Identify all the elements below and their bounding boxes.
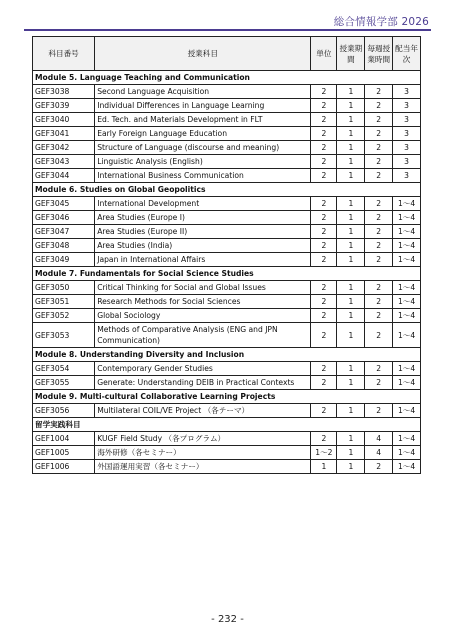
table-row: [33, 362, 421, 376]
module-title: Module 6. Studies on Global Geopolitics: [33, 183, 421, 197]
table-row: [33, 127, 421, 141]
module-title: Module 9. Multi-cultural Collaborative Learning Projects: [33, 390, 421, 404]
year: 1～4: [393, 432, 421, 446]
weekly-hours: 2: [365, 127, 393, 141]
credits: 2: [311, 253, 337, 267]
col-header-weekly-hours: 毎週授業時間: [365, 37, 393, 71]
table-row: [33, 404, 421, 418]
course-name: Second Language Acquisition: [95, 85, 311, 99]
weekly-hours: 2: [365, 141, 393, 155]
term: 1: [337, 323, 365, 348]
term: 1: [337, 309, 365, 323]
table-row: [33, 376, 421, 390]
year: 1～4: [393, 404, 421, 418]
course-code: GEF3049: [33, 253, 95, 267]
course-code: GEF3043: [33, 155, 95, 169]
course-name: 外国語運用実習（各セミナー）: [95, 460, 311, 474]
course-name: Generate: Understanding DEIB in Practical Contexts: [95, 376, 311, 390]
year: 3: [393, 155, 421, 169]
course-code: GEF3053: [33, 323, 95, 348]
term: 1: [337, 295, 365, 309]
course-code: GEF3046: [33, 211, 95, 225]
credits: 2: [311, 323, 337, 348]
course-code: GEF1005: [33, 446, 95, 460]
course-name: Contemporary Gender Studies: [95, 362, 311, 376]
table-row: [33, 197, 421, 211]
credits: 2: [311, 127, 337, 141]
course-code: GEF3042: [33, 141, 95, 155]
term: 1: [337, 239, 365, 253]
weekly-hours: 2: [365, 309, 393, 323]
weekly-hours: 2: [365, 460, 393, 474]
header-divider: [24, 29, 431, 31]
module-title: 留学実践科目: [33, 418, 421, 432]
course-code: GEF3041: [33, 127, 95, 141]
table-row: [33, 169, 421, 183]
course-code: GEF3050: [33, 281, 95, 295]
credits: 2: [311, 169, 337, 183]
year: 1～4: [393, 253, 421, 267]
weekly-hours: 2: [365, 362, 393, 376]
year: 1～4: [393, 197, 421, 211]
credits: 2: [311, 155, 337, 169]
module-title: Module 7. Fundamentals for Social Science Studies: [33, 267, 421, 281]
course-code: GEF3048: [33, 239, 95, 253]
course-name: Area Studies (India): [95, 239, 311, 253]
course-name: International Development: [95, 197, 311, 211]
credits: 2: [311, 281, 337, 295]
course-name: Structure of Language (discourse and meaning): [95, 141, 311, 155]
course-name: Methods of Comparative Analysis (ENG and JPN Communication): [95, 323, 311, 348]
course-table: [32, 36, 421, 474]
course-name: Area Studies (Europe II): [95, 225, 311, 239]
course-name: Critical Thinking for Social and Global Issues: [95, 281, 311, 295]
module-header-row: [33, 183, 421, 197]
term: 1: [337, 113, 365, 127]
year: 1～4: [393, 446, 421, 460]
term: 1: [337, 197, 365, 211]
weekly-hours: 2: [365, 239, 393, 253]
table-row: [33, 155, 421, 169]
course-name: 海外研修（各セミナー）: [95, 446, 311, 460]
credits: 2: [311, 295, 337, 309]
year: 1～4: [393, 376, 421, 390]
weekly-hours: 2: [365, 404, 393, 418]
table-row: [33, 211, 421, 225]
credits: 2: [311, 85, 337, 99]
table-row: [33, 309, 421, 323]
year: 1～4: [393, 295, 421, 309]
weekly-hours: 4: [365, 432, 393, 446]
table-row: [33, 295, 421, 309]
credits: 1: [311, 460, 337, 474]
page-number: - 232 -: [211, 614, 244, 625]
course-name: Japan in International Affairs: [95, 253, 311, 267]
course-code: GEF3038: [33, 85, 95, 99]
module-header-row: [33, 71, 421, 85]
term: 1: [337, 446, 365, 460]
year: 3: [393, 113, 421, 127]
year: 1～4: [393, 309, 421, 323]
table-header-row: [33, 37, 421, 71]
table-row: [33, 85, 421, 99]
term: 1: [337, 85, 365, 99]
year: 1～4: [393, 323, 421, 348]
year: 1～4: [393, 460, 421, 474]
weekly-hours: 2: [365, 197, 393, 211]
year: 1～4: [393, 211, 421, 225]
col-header-year: 配当年次: [393, 37, 421, 71]
course-code: GEF3056: [33, 404, 95, 418]
weekly-hours: 2: [365, 225, 393, 239]
term: 1: [337, 253, 365, 267]
course-code: GEF3054: [33, 362, 95, 376]
module-header-row: [33, 390, 421, 404]
course-name: Global Sociology: [95, 309, 311, 323]
year: 1～4: [393, 362, 421, 376]
col-header-term: 授業期間: [337, 37, 365, 71]
term: 1: [337, 211, 365, 225]
table-row: [33, 460, 421, 474]
year: 1～4: [393, 281, 421, 295]
weekly-hours: 2: [365, 281, 393, 295]
table-row: [33, 281, 421, 295]
col-header-code: 科目番号: [33, 37, 95, 71]
course-code: GEF1004: [33, 432, 95, 446]
credits: 2: [311, 376, 337, 390]
term: 1: [337, 99, 365, 113]
credits: 2: [311, 197, 337, 211]
weekly-hours: 2: [365, 211, 393, 225]
table-row: [33, 141, 421, 155]
course-code: GEF3047: [33, 225, 95, 239]
course-name: Research Methods for Social Sciences: [95, 295, 311, 309]
year: 1～4: [393, 239, 421, 253]
weekly-hours: 2: [365, 376, 393, 390]
course-code: GEF3045: [33, 197, 95, 211]
course-code: GEF3039: [33, 99, 95, 113]
term: 1: [337, 169, 365, 183]
credits: 2: [311, 404, 337, 418]
course-code: GEF3055: [33, 376, 95, 390]
module-title: Module 8. Understanding Diversity and Inclusion: [33, 348, 421, 362]
table-row: [33, 225, 421, 239]
course-name: Early Foreign Language Education: [95, 127, 311, 141]
credits: 2: [311, 113, 337, 127]
year: 1～4: [393, 225, 421, 239]
credits: 2: [311, 309, 337, 323]
weekly-hours: 2: [365, 99, 393, 113]
credits: 2: [311, 141, 337, 155]
course-name: Linguistic Analysis (English): [95, 155, 311, 169]
table-row: [33, 253, 421, 267]
col-header-credits: 単位: [311, 37, 337, 71]
course-code: GEF3052: [33, 309, 95, 323]
faculty-header-title: 総合情報学部 2026: [333, 16, 429, 28]
credits: 2: [311, 239, 337, 253]
table-row: [33, 432, 421, 446]
table-row: [33, 239, 421, 253]
credits: 1～2: [311, 446, 337, 460]
term: 1: [337, 155, 365, 169]
course-code: GEF3051: [33, 295, 95, 309]
weekly-hours: 2: [365, 323, 393, 348]
credits: 2: [311, 225, 337, 239]
term: 1: [337, 127, 365, 141]
weekly-hours: 2: [365, 155, 393, 169]
year: 3: [393, 169, 421, 183]
course-name: Area Studies (Europe I): [95, 211, 311, 225]
course-code: GEF3044: [33, 169, 95, 183]
table-row: [33, 323, 421, 348]
course-name: International Business Communication: [95, 169, 311, 183]
term: 1: [337, 432, 365, 446]
year: 3: [393, 99, 421, 113]
year: 3: [393, 141, 421, 155]
module-title: Module 5. Language Teaching and Communication: [33, 71, 421, 85]
module-header-row: [33, 418, 421, 432]
term: 1: [337, 404, 365, 418]
table-row: [33, 113, 421, 127]
weekly-hours: 2: [365, 169, 393, 183]
weekly-hours: 2: [365, 253, 393, 267]
year: 3: [393, 85, 421, 99]
weekly-hours: 2: [365, 113, 393, 127]
col-header-course: 授業科目: [95, 37, 311, 71]
year: 3: [393, 127, 421, 141]
course-name: Individual Differences in Language Learning: [95, 99, 311, 113]
credits: 2: [311, 432, 337, 446]
table-row: [33, 446, 421, 460]
module-header-row: [33, 348, 421, 362]
weekly-hours: 2: [365, 85, 393, 99]
credits: 2: [311, 362, 337, 376]
term: 1: [337, 460, 365, 474]
credits: 2: [311, 99, 337, 113]
course-name: Multilateral COIL/VE Project （各テーマ）: [95, 404, 311, 418]
course-name: Ed. Tech. and Materials Development in FLT: [95, 113, 311, 127]
module-header-row: [33, 267, 421, 281]
course-name: KUGF Field Study （各プログラム）: [95, 432, 311, 446]
weekly-hours: 2: [365, 295, 393, 309]
course-code: GEF3040: [33, 113, 95, 127]
term: 1: [337, 225, 365, 239]
term: 1: [337, 141, 365, 155]
weekly-hours: 4: [365, 446, 393, 460]
term: 1: [337, 281, 365, 295]
course-code: GEF1006: [33, 460, 95, 474]
term: 1: [337, 362, 365, 376]
term: 1: [337, 376, 365, 390]
table-row: [33, 99, 421, 113]
credits: 2: [311, 211, 337, 225]
